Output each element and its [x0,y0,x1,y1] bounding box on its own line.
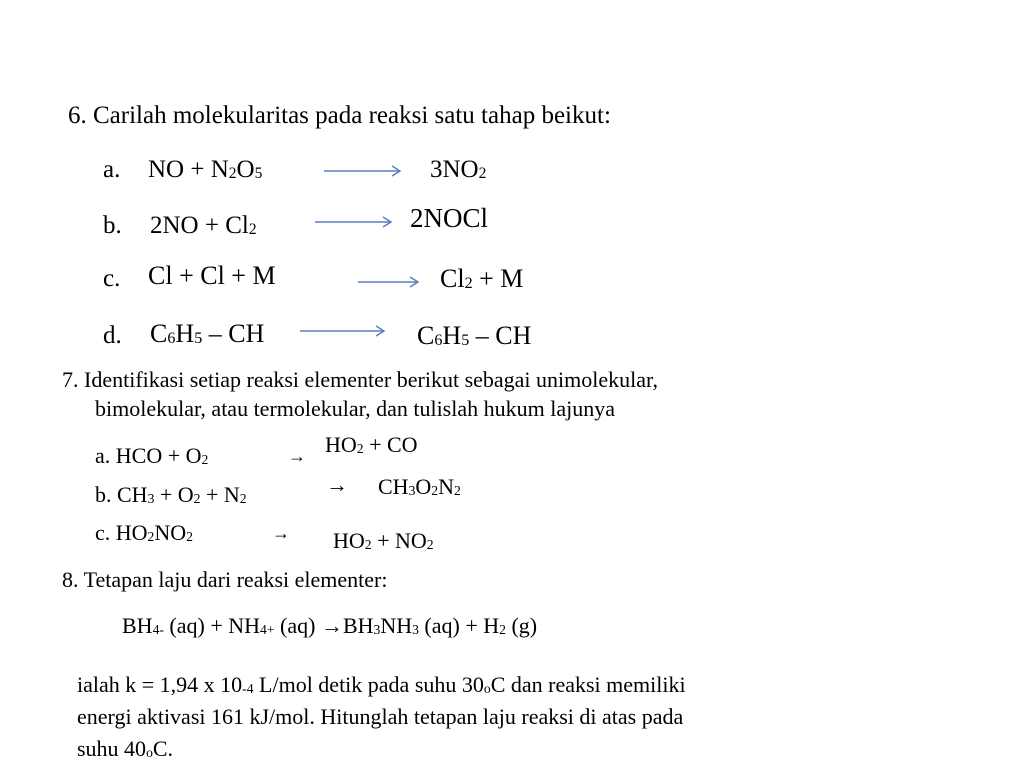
q8-paragraph-line1: ialah k = 1,94 x $10_{-4}$ L/mol detik pada suhu $30_oC$ dan reaksi memiliki [77,672,686,697]
q6a-reactants: NO + $N_2O_5$ [148,156,263,183]
q8-equation: $BH_{4-}$ $(aq) + NH_{4+}$ $(aq) \to BH_3NH_3$ $(aq) + H_2$ (g) [122,613,538,638]
q6d-products: $C_6H_5$ – CH [417,321,532,350]
q6a-arrow-icon [324,164,402,178]
q6b-arrow-icon [315,215,393,229]
q6d-reactants: $C_6H_5$ – CH [150,319,265,348]
q7b-products: $CH_3O_2N_2$ [378,474,461,499]
q7-line2: bimolekular, atau termolekular, dan tulislah hukum lajunya [95,396,615,421]
q7a-arrow: → [288,446,306,466]
q6-heading: 6. Carilah molekularitas pada reaksi satu tahap beikut: [68,102,611,129]
q6c-reactants: Cl + Cl + M [148,261,276,290]
q7a-reactants: a. HCO + $O_2$ [95,443,209,468]
q6d-label: d. [103,322,122,349]
q8-paragraph-line2: energi aktivasi 161 kJ/mol. Hitunglah tetapan laju reaksi di atas pada [77,704,684,729]
q6b-label: b. [103,212,122,239]
q8-heading: 8. Tetapan laju dari reaksi elementer: [62,567,388,592]
q8-paragraph-line3: suhu $40_oC$. [77,736,174,761]
q7b-arrow: → [326,472,348,497]
q6c-label: c. [103,265,121,292]
q6b-products: 2NOCl [410,203,489,233]
q6d-arrow-icon [300,324,386,338]
q6b-reactants: $2NO + Cl_2$ [150,212,257,239]
q7a-products: $HO_2$ + CO [325,432,418,457]
q7c-products: $HO_2 + NO_2$ [333,528,434,553]
q6c-arrow-icon [358,275,420,289]
q7-line1: 7. Identifikasi setiap reaksi elementer berikut sebagai unimolekular, [62,367,658,392]
q7c-reactants: c. $HO_2NO_2$ [95,520,193,545]
q7c-arrow: → [272,523,290,543]
q7b-reactants: b. $CH_3 + O_2 + N_2$ [95,482,247,507]
q6a-label: a. [103,156,121,183]
q6c-products: $Cl_2 + M$ [440,264,524,293]
q6a-products: $3NO_2$ [430,156,487,183]
